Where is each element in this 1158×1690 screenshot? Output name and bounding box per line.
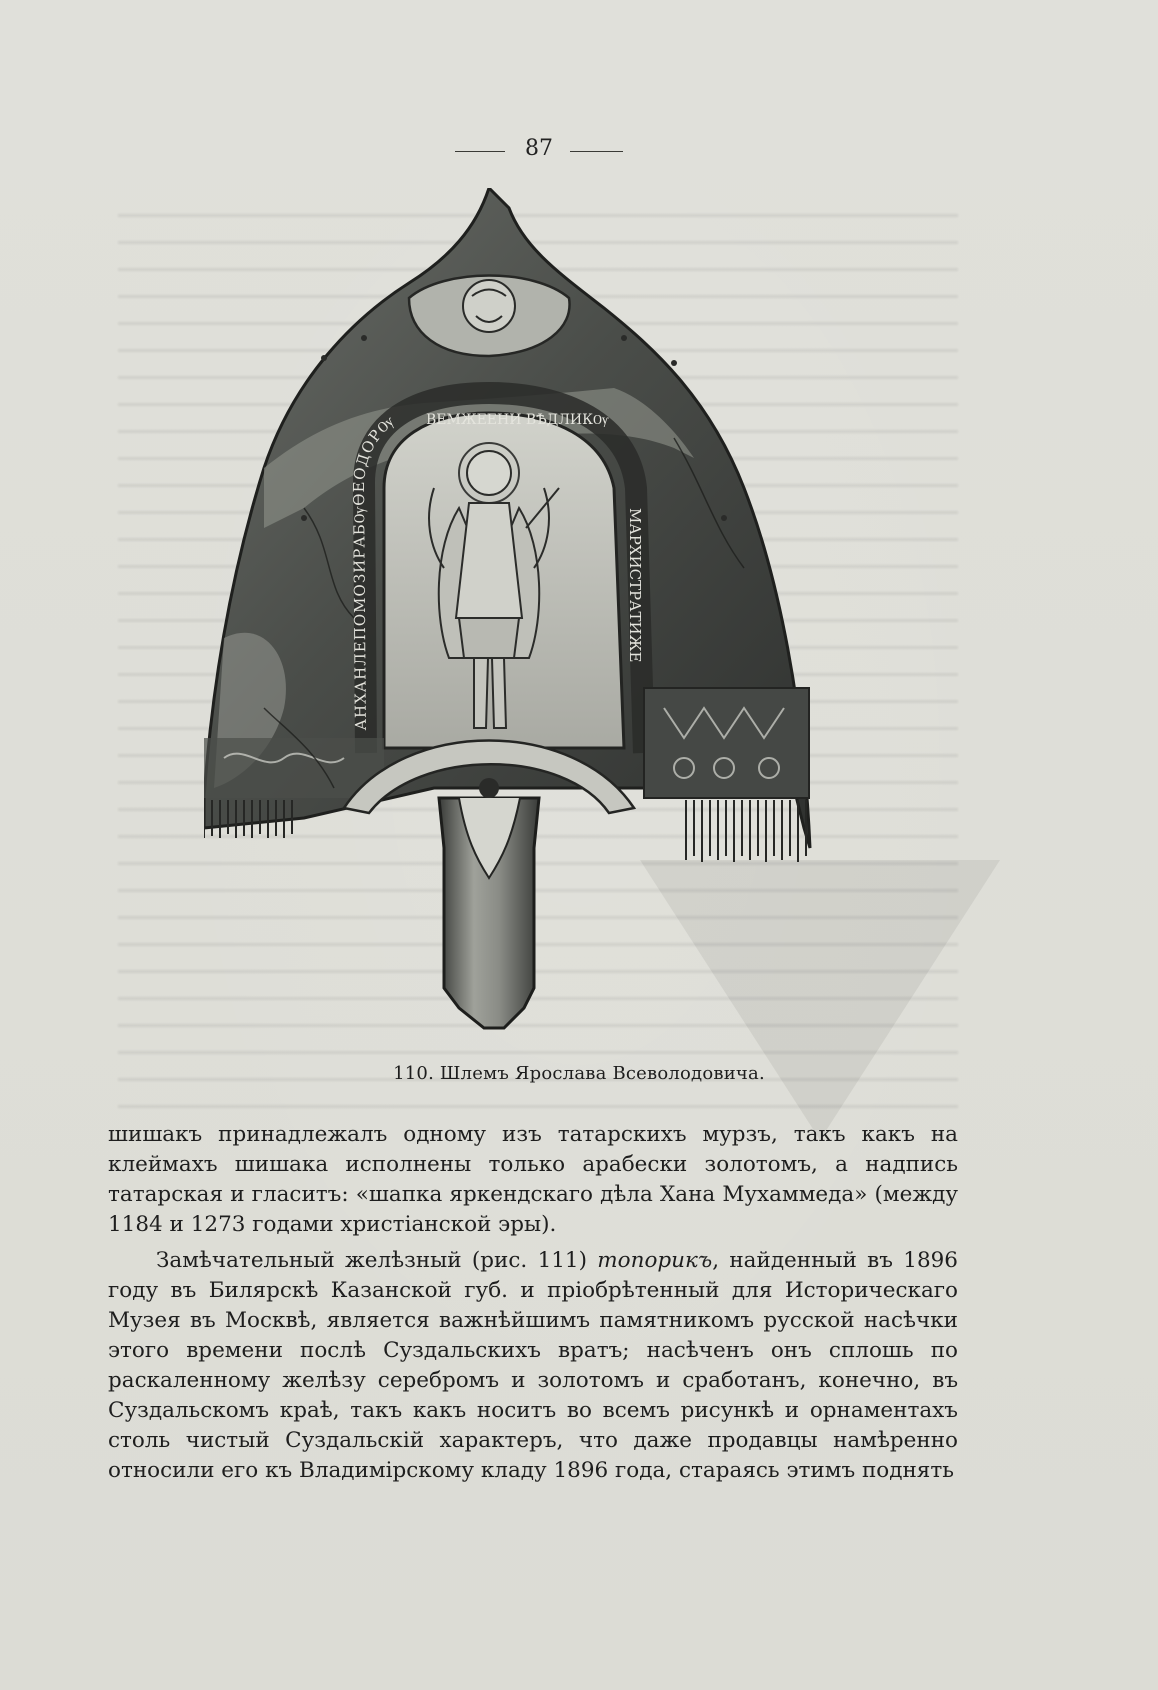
figure-caption: 110. Шлемъ Ярослава Всеволодовича. [393, 1063, 765, 1084]
inscription-right: МАРХИСТРАТИЖЕ [626, 508, 644, 663]
body-text [108, 1120, 958, 1486]
helmet-illustration [204, 188, 890, 1068]
paragraph-2-part-b: , найденный въ 1896 году въ Билярскѣ Казанской губ. и пріобрѣтенный для Историческаго Музея въ Москвѣ, является важнѣйшимъ памятникомъ русской насѣчки этого времени послѣ Суздальскихъ вратъ; насѣченъ онъ сплошь по раскаленному желѣзу серебромъ и золотомъ и сработанъ, конечно, въ Суздальскомъ краѣ, такъ какъ носитъ во всемъ рисункѣ и орнаментахъ столь чистый Суздальскій характеръ, что даже продавцы намѣренно относили его къ Владимірскому кладу 1896 года, стараясь этимъ поднять [108, 1248, 958, 1483]
page-number-rule-right [570, 151, 623, 152]
page-number: 87 [525, 136, 553, 161]
paragraph-2 [108, 1246, 958, 1486]
paragraph-2-part-a: Замѣчательный желѣзный (рис. 111) [156, 1248, 598, 1273]
page-number-rule-left [455, 151, 505, 152]
helmet-image [204, 188, 890, 1068]
paragraph-2-italic-term: топорикъ [597, 1248, 713, 1273]
paragraph-1: шишакъ принадлежалъ одному изъ татарскихъ мурзъ, такъ какъ на клеймахъ шишака исполнены только арабески золотомъ, а надпись татарская и гласитъ: «шапка яркендскаго дѣла Хана Мухаммеда» (между 1184 и 1273 годами христіанской эры). [108, 1122, 958, 1237]
mail-fringe-right [686, 800, 806, 862]
inscription-top: ВЕМЖЕЕНИ ВѢДЛИКѸ [426, 412, 609, 428]
inscription-left: АНХАНЛЕПОМОЗИРАБѸѲЕОДОРѸ [349, 411, 399, 731]
page-header [0, 136, 1158, 168]
